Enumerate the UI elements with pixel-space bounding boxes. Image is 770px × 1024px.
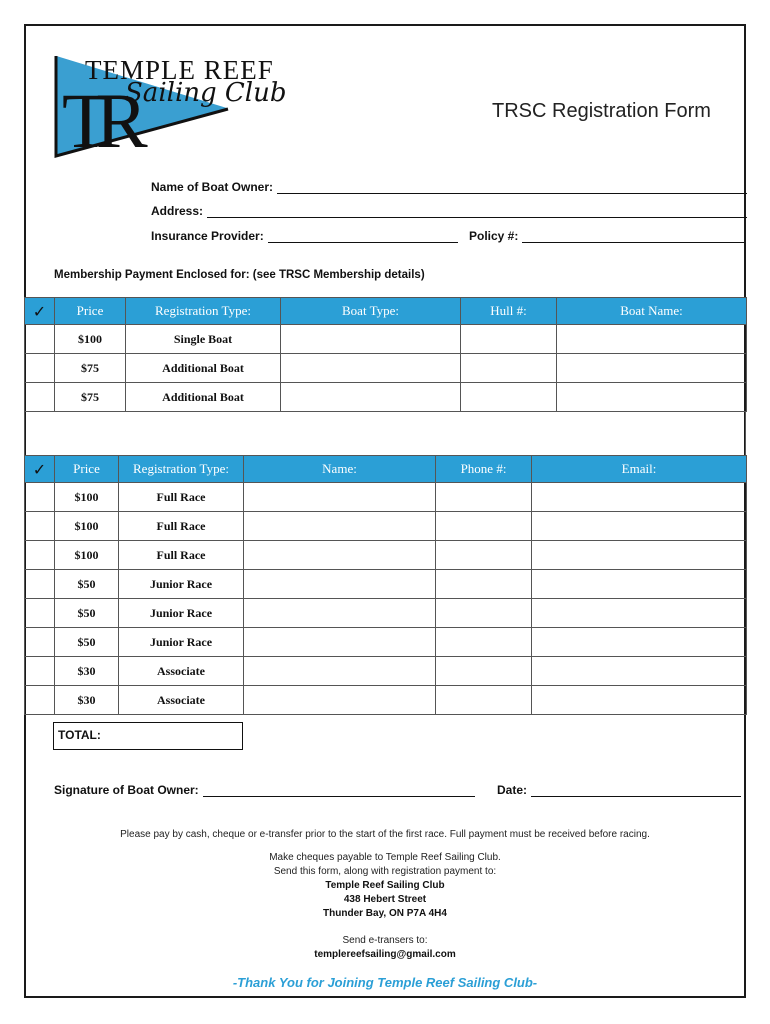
price-cell: $50	[55, 570, 119, 599]
address-line[interactable]	[207, 216, 747, 218]
table-row	[25, 570, 747, 599]
type-cell: Junior Race	[119, 599, 244, 628]
price-cell: $50	[55, 599, 119, 628]
type-cell: Full Race	[119, 541, 244, 570]
hull-cell[interactable]	[461, 383, 557, 412]
phone-cell[interactable]	[436, 541, 532, 570]
boat-name-cell[interactable]	[557, 354, 747, 383]
email-cell[interactable]	[532, 512, 747, 541]
signature-line[interactable]	[203, 795, 475, 797]
table-row	[25, 599, 747, 628]
type-cell: Associate	[119, 686, 244, 715]
hull-cell[interactable]	[461, 354, 557, 383]
name-header: Name:	[244, 456, 436, 483]
type-cell: Associate	[119, 657, 244, 686]
check-cell[interactable]	[25, 354, 55, 383]
address-field[interactable]	[151, 204, 747, 218]
price-cell: $30	[55, 657, 119, 686]
boat-name-cell[interactable]	[557, 325, 747, 354]
type-cell: Additional Boat	[126, 383, 281, 412]
boat-name-cell[interactable]	[557, 383, 747, 412]
table-spacer	[24, 412, 746, 455]
phone-cell[interactable]	[436, 686, 532, 715]
name-cell[interactable]	[244, 599, 436, 628]
name-cell[interactable]	[244, 628, 436, 657]
mailing-street: 438 Hebert Street	[343, 894, 427, 905]
thank-you-message: -Thank You for Joining Temple Reef Sailing Club-	[232, 975, 538, 990]
check-cell[interactable]	[25, 628, 55, 657]
boat-type-cell[interactable]	[281, 383, 461, 412]
table-row	[25, 483, 747, 512]
email-cell[interactable]	[532, 686, 747, 715]
email-cell[interactable]	[532, 657, 747, 686]
type-cell: Additional Boat	[126, 354, 281, 383]
registration-type-header: Registration Type:	[126, 298, 281, 325]
check-header-icon: ✓	[25, 456, 55, 483]
price-cell: $30	[55, 686, 119, 715]
policy-label: Policy #:	[469, 229, 519, 243]
email-cell[interactable]	[532, 599, 747, 628]
check-cell[interactable]	[25, 541, 55, 570]
type-cell: Full Race	[119, 512, 244, 541]
brand-name: TEMPLE REEF	[85, 55, 274, 85]
table-row	[25, 628, 747, 657]
name-cell[interactable]	[244, 657, 436, 686]
brand-subtitle: Sailing Club	[125, 78, 287, 108]
mailing-city: Thunder Bay, ON P7A 4H4	[323, 908, 447, 919]
signature-label: Signature of Boat Owner:	[54, 783, 199, 797]
name-cell[interactable]	[244, 541, 436, 570]
email-cell[interactable]	[532, 570, 747, 599]
type-cell: Single Boat	[126, 325, 281, 354]
name-cell[interactable]	[244, 483, 436, 512]
policy-line[interactable]	[522, 241, 744, 243]
email-header: Email:	[532, 456, 747, 483]
name-cell[interactable]	[244, 570, 436, 599]
phone-header: Phone #:	[436, 456, 532, 483]
price-cell: $100	[55, 512, 119, 541]
price-cell: $100	[55, 483, 119, 512]
price-header: Price	[55, 456, 119, 483]
address-label: Address:	[151, 204, 204, 218]
date-label: Date:	[497, 783, 528, 797]
check-cell[interactable]	[25, 599, 55, 628]
signature-field[interactable]	[54, 783, 475, 797]
boat-type-header: Boat Type:	[281, 298, 461, 325]
owner-field[interactable]	[151, 180, 747, 194]
email-cell[interactable]	[532, 628, 747, 657]
type-cell: Junior Race	[119, 570, 244, 599]
price-cell: $75	[55, 383, 126, 412]
check-cell[interactable]	[25, 657, 55, 686]
price-cell: $75	[55, 354, 126, 383]
check-cell[interactable]	[25, 570, 55, 599]
phone-cell[interactable]	[436, 628, 532, 657]
form-title: TRSC Registration Form	[492, 100, 711, 122]
total-field[interactable]	[53, 722, 243, 750]
etransfer-email[interactable]: templereefsailing@gmail.com	[314, 949, 456, 960]
check-cell[interactable]	[25, 483, 55, 512]
payment-note: Please pay by cash, cheque or e-transfer prior to the start of the first race. Full payment must be received before racing.	[120, 829, 650, 840]
hull-cell[interactable]	[461, 325, 557, 354]
total-label: TOTAL:	[58, 728, 101, 742]
date-line[interactable]	[531, 795, 741, 797]
type-cell: Full Race	[119, 483, 244, 512]
check-cell[interactable]	[25, 512, 55, 541]
phone-cell[interactable]	[436, 512, 532, 541]
send-note: Send this form, along with registration payment to:	[273, 866, 497, 877]
boat-type-cell[interactable]	[281, 325, 461, 354]
phone-cell[interactable]	[436, 570, 532, 599]
check-header-icon: ✓	[25, 298, 55, 325]
email-cell[interactable]	[532, 483, 747, 512]
check-cell[interactable]	[25, 383, 55, 412]
boat-name-header: Boat Name:	[557, 298, 747, 325]
logo-monogram: TR	[62, 77, 134, 164]
phone-cell[interactable]	[436, 657, 532, 686]
owner-line[interactable]	[277, 192, 747, 194]
hull-header: Hull #:	[461, 298, 557, 325]
cheque-note: Make cheques payable to Temple Reef Sailing Club.	[269, 852, 501, 863]
name-cell[interactable]	[244, 686, 436, 715]
phone-cell[interactable]	[436, 599, 532, 628]
table-row	[25, 657, 747, 686]
member-registration-table	[24, 455, 747, 715]
table-row	[25, 325, 747, 354]
type-cell: Junior Race	[119, 628, 244, 657]
name-cell[interactable]	[244, 512, 436, 541]
owner-label: Name of Boat Owner:	[151, 180, 274, 194]
table-row	[25, 383, 747, 412]
boat-type-cell[interactable]	[281, 354, 461, 383]
policy-field[interactable]	[469, 229, 744, 243]
price-cell: $50	[55, 628, 119, 657]
table-row	[25, 512, 747, 541]
etransfer-note: Send e-transers to:	[342, 935, 428, 946]
mailing-name: Temple Reef Sailing Club	[325, 880, 445, 891]
email-cell[interactable]	[532, 541, 747, 570]
table-row	[25, 354, 747, 383]
insurance-line[interactable]	[268, 241, 458, 243]
check-cell[interactable]	[25, 686, 55, 715]
phone-cell[interactable]	[436, 483, 532, 512]
table-row	[25, 541, 747, 570]
price-header: Price	[55, 298, 126, 325]
membership-label: Membership Payment Enclosed for: (see TRSC Membership details)	[54, 269, 425, 281]
boat-registration-table	[24, 297, 747, 412]
registration-type-header: Registration Type:	[119, 456, 244, 483]
price-cell: $100	[55, 541, 119, 570]
date-field[interactable]	[497, 783, 741, 797]
check-cell[interactable]	[25, 325, 55, 354]
insurance-label: Insurance Provider:	[151, 229, 264, 243]
insurance-field[interactable]	[151, 229, 458, 243]
price-cell: $100	[55, 325, 126, 354]
table-row	[25, 686, 747, 715]
